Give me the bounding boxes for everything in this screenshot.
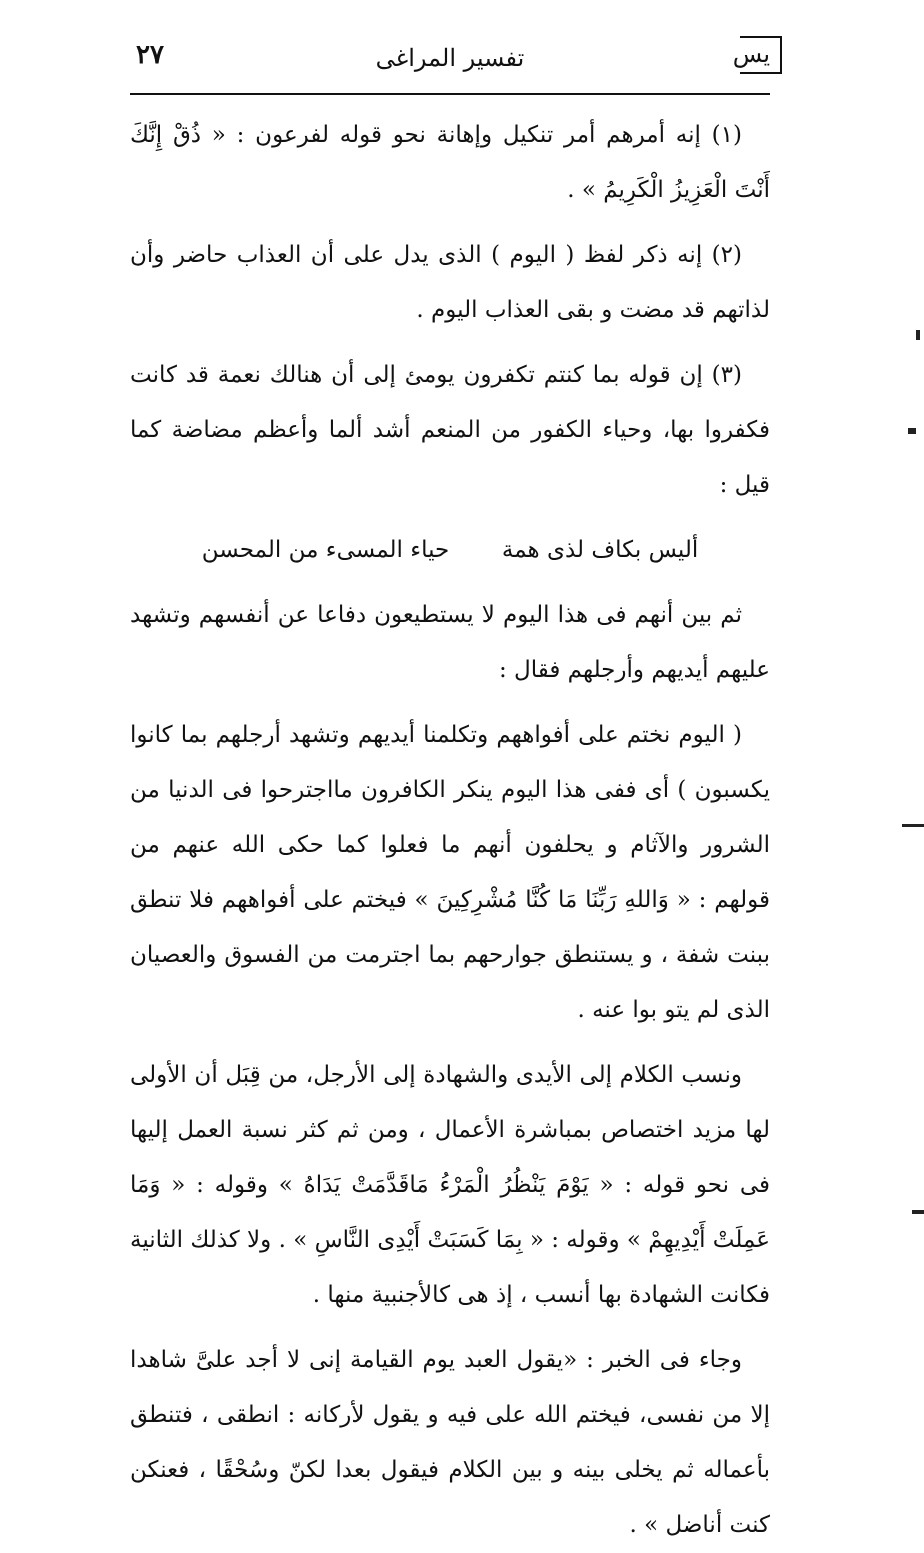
header-rule bbox=[130, 93, 770, 95]
paragraph-intro-verse: ثم بين أنهم فى هذا اليوم لا يستطيعون دفاعا عن أنفسهم وتشهد عليهم أيديهم وأرجلهم فقال : bbox=[130, 602, 770, 683]
scan-mark bbox=[916, 330, 920, 340]
running-header bbox=[130, 30, 770, 92]
poetry-verse bbox=[130, 523, 770, 578]
paragraph-point-1: (١) إنه أمرهم أمر تنكيل وإهانة نحو قوله لفرعون : « ذُقْ إِنَّكَ أَنْتَ الْعَزِيزُ الْكَرِيمُ » . bbox=[130, 122, 770, 203]
paragraph-point-3: (٣) إن قوله بما كنتم تكفرون يومئ إلى أن هنالك نعمة قد كانت فكفروا بها، وحياء الكفور من المنعم أشد ألما وأعظم مضاضة كما قيل : bbox=[130, 362, 770, 498]
paragraph-point-2: (٢) إنه ذكر لفظ ( اليوم ) الذى يدل على أن العذاب حاضر وأن لذاتهم قد مضت و بقى العذاب اليوم . bbox=[130, 242, 770, 323]
book-title: تفسير المراغى bbox=[375, 44, 525, 72]
paragraph-hands-feet: ونسب الكلام إلى الأيدى والشهادة إلى الأرجل، من قِبَل أن الأولى لها مزيد اختصاص بمباشرة الأعمال ، ومن ثم كثر نسبة العمل إليها فى نحو قوله : « يَوْمَ يَنْظُرُ الْمَرْءُ مَاقَدَّمَتْ يَدَاهُ » وقوله : « وَمَا عَمِلَتْ أَيْدِيهِمْ » وقوله : « بِمَا كَسَبَتْ أَيْدِى النَّاسِ » . ولا كذلك الثانية فكانت الشهادة بها أنسب ، إذ هى كالأجنبية منها . bbox=[130, 1062, 770, 1308]
surah-name: يس bbox=[732, 40, 770, 68]
paragraph-verse-explanation: ( اليوم نختم على أفواههم وتكلمنا أيديهم وتشهد أرجلهم بما كانوا يكسبون ) أى ففى هذا اليوم ينكر الكافرون مااجترحوا فى الدنيا من الشرور والآثام و يحلفون أنهم ما فعلوا كما حكى الله عنهم من قولهم : « وَاللهِ رَبِّنَا مَا كُنَّا مُشْرِكِينَ » فيختم على أفواههم فلا تنطق ببنت شفة ، و يستنطق جوارحهم بما اجترمت من الفسوق والعصيان الذى لم يتو بوا عنه . bbox=[130, 722, 770, 1023]
verse-hemistich-2: حياء المسىء من المحسن bbox=[201, 537, 450, 563]
scan-mark bbox=[912, 1210, 924, 1214]
page-body bbox=[130, 108, 770, 1553]
scan-mark bbox=[902, 824, 924, 827]
paragraph-hadith: وجاء فى الخبر : «يقول العبد يوم القيامة إنى لا أجد علىَّ شاهدا إلا من نفسى، فيختم الله على فيه و يقول لأركانه : انطقى ، فتنطق بأعماله ثم يخلى بينه و بين الكلام فيقول بعدا لكنّ وسُحْقًا ، فعنكن كنت أناضل » . bbox=[130, 1347, 770, 1538]
scan-mark bbox=[908, 428, 916, 434]
verse-hemistich-1: أليس بكاف لذى همة bbox=[501, 537, 699, 563]
page-number: ٢٧ bbox=[136, 40, 164, 70]
